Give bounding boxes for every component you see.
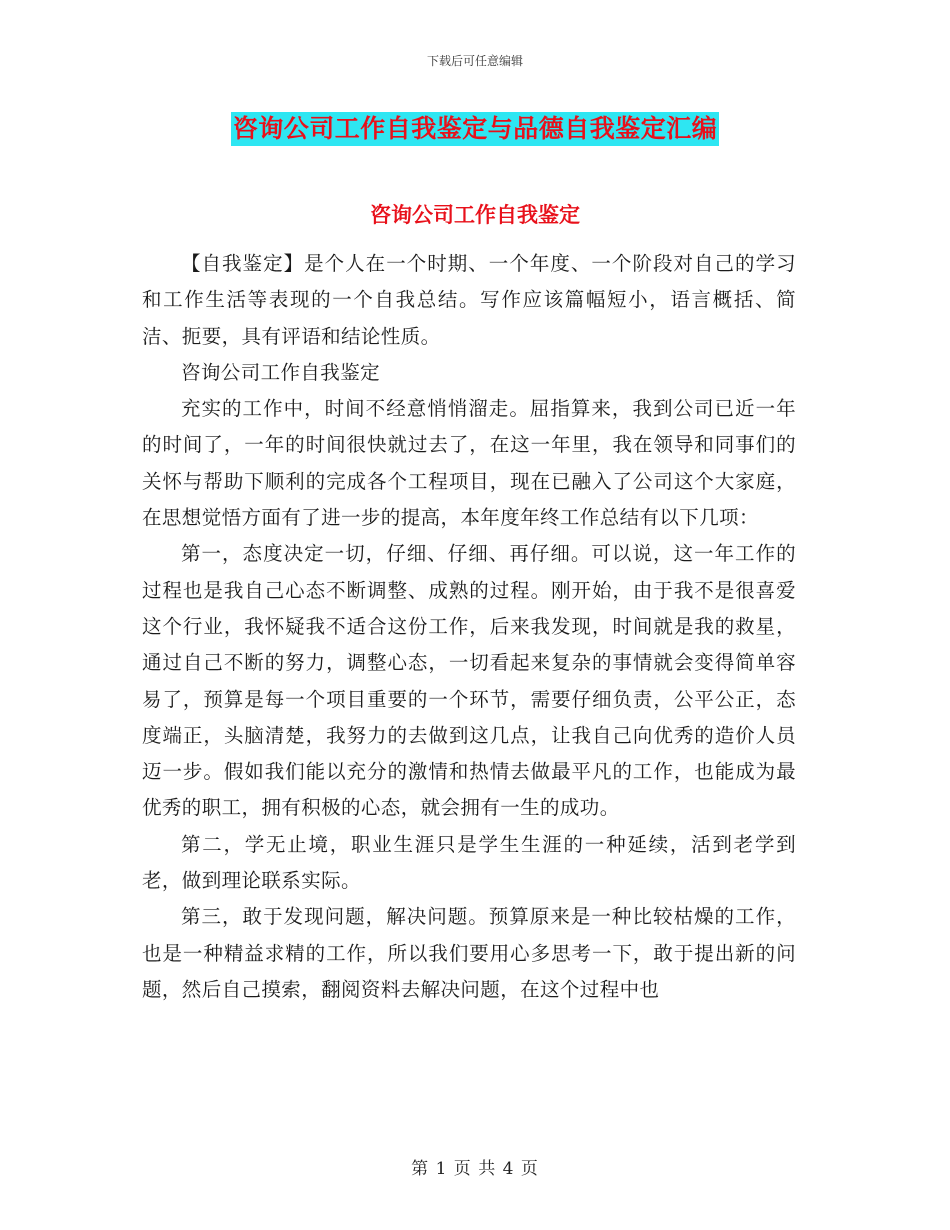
document-title-container bbox=[0, 112, 950, 146]
document-title: 咨询公司工作自我鉴定与品德自我鉴定汇编 bbox=[231, 112, 720, 146]
paragraph-point-2: 第二，学无止境，职业生涯只是学生生涯的一种延续，活到老学到老，做到理论联系实际。 bbox=[142, 832, 796, 893]
paragraph-point-1: 第一，态度决定一切，仔细、仔细、再仔细。可以说，这一年工作的过程也是我自己心态不断调整、成熟的过程。刚开始，由于我不是很喜爱这个行业，我怀疑我不适合这份工作，后来我发现，时间就是我的救星，通过自己不断的努力，调整心态，一切看起来复杂的事情就会变得简单容易了，预算是每一个项目重要的一个环节，需要仔细负责，公平公正，态度端正，头脑清楚，我努力的去做到这几点，让我自己向优秀的造价人员迈一步。假如我们能以充分的激情和热情去做最平凡的工作，也能成为最优秀的职工，拥有积极的心态，就会拥有一生的成功。 bbox=[142, 542, 796, 820]
paragraph-point-3: 第三，敢于发现问题，解决问题。预算原来是一种比较枯燥的工作，也是一种精益求精的工作，所以我们要用心多思考一下，敢于提出新的问题，然后自己摸索，翻阅资料去解决问题，在这个过程中也 bbox=[142, 905, 796, 1001]
paragraph-intro: 【自我鉴定】是个人在一个时期、一个年度、一个阶段对自己的学习和工作生活等表现的一个自我总结。写作应该篇幅短小，语言概括、简洁、扼要，具有评语和结论性质。 bbox=[142, 252, 796, 348]
page-header-note: 下载后可任意编辑 bbox=[426, 54, 523, 68]
paragraph-overview: 充实的工作中，时间不经意悄悄溜走。屈指算来，我到公司已近一年的时间了，一年的时间很快就过去了，在这一年里，我在领导和同事们的关怀与帮助下顺利的完成各个工程项目，现在已融入了公司这个大家庭，在思想觉悟方面有了进一步的提高，本年度年终工作总结有以下几项： bbox=[142, 397, 796, 530]
paragraph-subheading: 咨询公司工作自我鉴定 bbox=[181, 360, 381, 384]
page-footer: 第 1 页 共 4 页 bbox=[411, 1159, 539, 1179]
section-title: 咨询公司工作自我鉴定 bbox=[370, 202, 580, 227]
document-body bbox=[142, 246, 796, 1008]
